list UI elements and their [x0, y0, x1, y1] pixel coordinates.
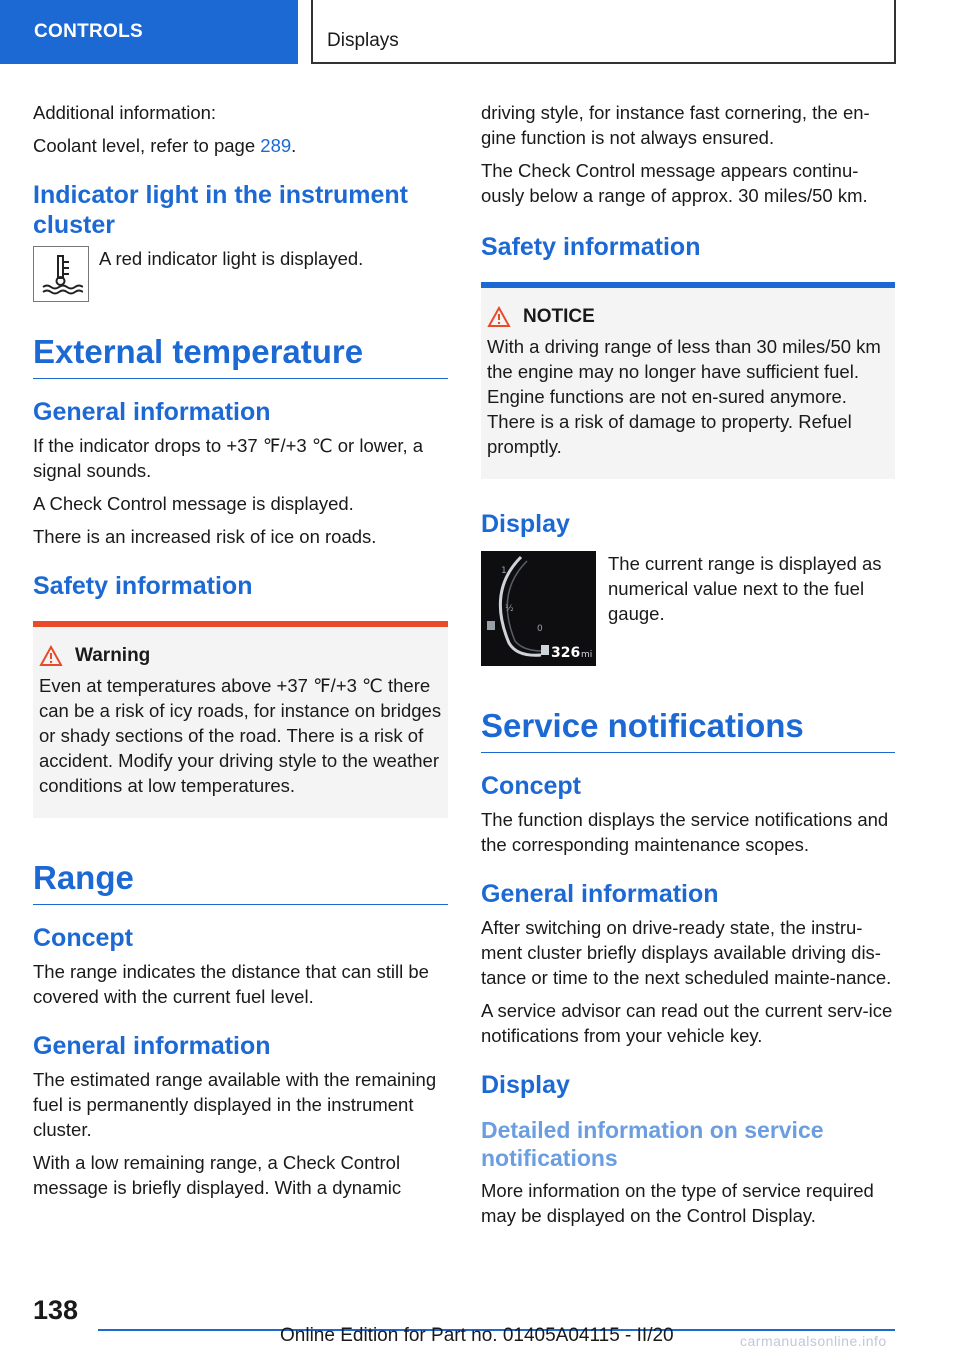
- notice-title: NOTICE: [487, 306, 889, 328]
- coolant-ref: Coolant level, refer to page 289.: [33, 135, 297, 156]
- heading-display-2: Display: [481, 1071, 570, 1099]
- heading-safety-information: Safety information: [33, 572, 253, 600]
- heading-external-temperature: External temperature: [33, 332, 448, 379]
- general-text-3: There is an increased risk of ice on roads.: [33, 526, 377, 547]
- heading-general-information-2: General information: [33, 1032, 271, 1060]
- notice-bar: [481, 282, 895, 288]
- warning-bar: [33, 621, 448, 627]
- notice-box: [481, 282, 895, 479]
- gauge-tick-1: 1: [501, 566, 507, 576]
- left-column: [33, 100, 448, 1208]
- range-value: 326: [551, 645, 581, 661]
- watermark-logo: carmanualsonline.info: [740, 1333, 887, 1349]
- heading-safety-information-2: Safety information: [481, 233, 701, 261]
- heading-range: Range: [33, 858, 448, 905]
- heading-general-information: General information: [33, 398, 271, 426]
- heading-service-notifications: Service notifications: [481, 706, 895, 753]
- warning-box: [33, 621, 448, 818]
- coolant-temperature-icon: [33, 246, 89, 302]
- service-general-text-2: A service advisor can read out the current serv‐ice notifications from your vehicle key.: [481, 1000, 893, 1046]
- service-concept-text: The function displays the service notifications and the corresponding maintenance scopes.: [481, 809, 889, 855]
- page-link-289[interactable]: 289: [260, 135, 292, 156]
- indicator-text: A red indicator light is displayed.: [99, 248, 364, 269]
- page-header: [0, 0, 960, 66]
- general2-text-1: The estimated range available with the remaining fuel is permanently displayed in the instrument cluster.: [33, 1069, 437, 1140]
- detailed-text: More information on the type of service required may be displayed on the Control Display.: [481, 1180, 874, 1226]
- page-number: 138: [33, 1295, 79, 1325]
- warning-title: Warning: [39, 645, 442, 667]
- general2-text-2: With a low remaining range, a Check Control message is briefly displayed. With a dynamic: [33, 1152, 402, 1198]
- heading-general-information-3: General information: [481, 880, 719, 908]
- fuel-gauge-image: [481, 551, 596, 666]
- chapter-title: Displays: [311, 0, 896, 64]
- range-text-2: The Check Control message appears continu‐ously below a range of approx. 30 miles/50 km.: [481, 160, 868, 206]
- indicator-row: [33, 246, 448, 302]
- concept-text: The range indicates the distance that can still be covered with the current fuel level.: [33, 961, 429, 1007]
- notice-triangle-icon: [487, 306, 511, 328]
- heading-concept: Concept: [33, 924, 133, 952]
- edition-text: Online Edition for Part no. 01405A04115 - II/20: [280, 1325, 674, 1346]
- service-general-text-1: After switching on drive-ready state, the instru‐ment cluster briefly displays available driving dis‐tance or time to the next scheduled mainte‐nance.: [481, 917, 892, 988]
- general-text-2: A Check Control message is displayed.: [33, 493, 354, 514]
- display-row: [481, 551, 895, 666]
- gauge-tick-half: ½: [505, 604, 514, 614]
- warning-text: Even at temperatures above +37 ℉/+3 ℃ there can be a risk of icy roads, for instance on bridges or shady sections of the road. There is a risk of accident. Modify your driving style to the weather conditions at low temperatures.: [39, 675, 442, 796]
- heading-display: Display: [481, 510, 570, 538]
- heading-concept-2: Concept: [481, 772, 581, 800]
- warning-triangle-icon: [39, 645, 63, 667]
- range-unit: mi: [581, 650, 593, 660]
- heading-indicator-light: Indicator light in the instrument cluster: [33, 181, 408, 239]
- display-text: The current range is displayed as numerical value next to the fuel gauge.: [608, 553, 882, 624]
- fuel-pump-icon: [487, 621, 495, 630]
- heading-detailed-information: Detailed information on service notifications: [481, 1117, 824, 1171]
- page-footer: [0, 1295, 960, 1362]
- right-column: [481, 100, 895, 1236]
- general-text-1: If the indicator drops to +37 ℉/+3 ℃ or lower, a signal sounds.: [33, 435, 424, 481]
- section-tab[interactable]: CONTROLS: [0, 0, 298, 64]
- gauge-tick-0: 0: [537, 624, 543, 634]
- additional-info-label: Additional information:: [33, 102, 217, 123]
- range-text-1: driving style, for instance fast cornering, the en‐gine function is not always ensured.: [481, 102, 870, 148]
- notice-text: With a driving range of less than 30 miles/50 km the engine may no longer have sufficient fuel. Engine functions are not en‐sured anymore. There is a risk of damage to property. Refuel promptly.: [487, 336, 881, 457]
